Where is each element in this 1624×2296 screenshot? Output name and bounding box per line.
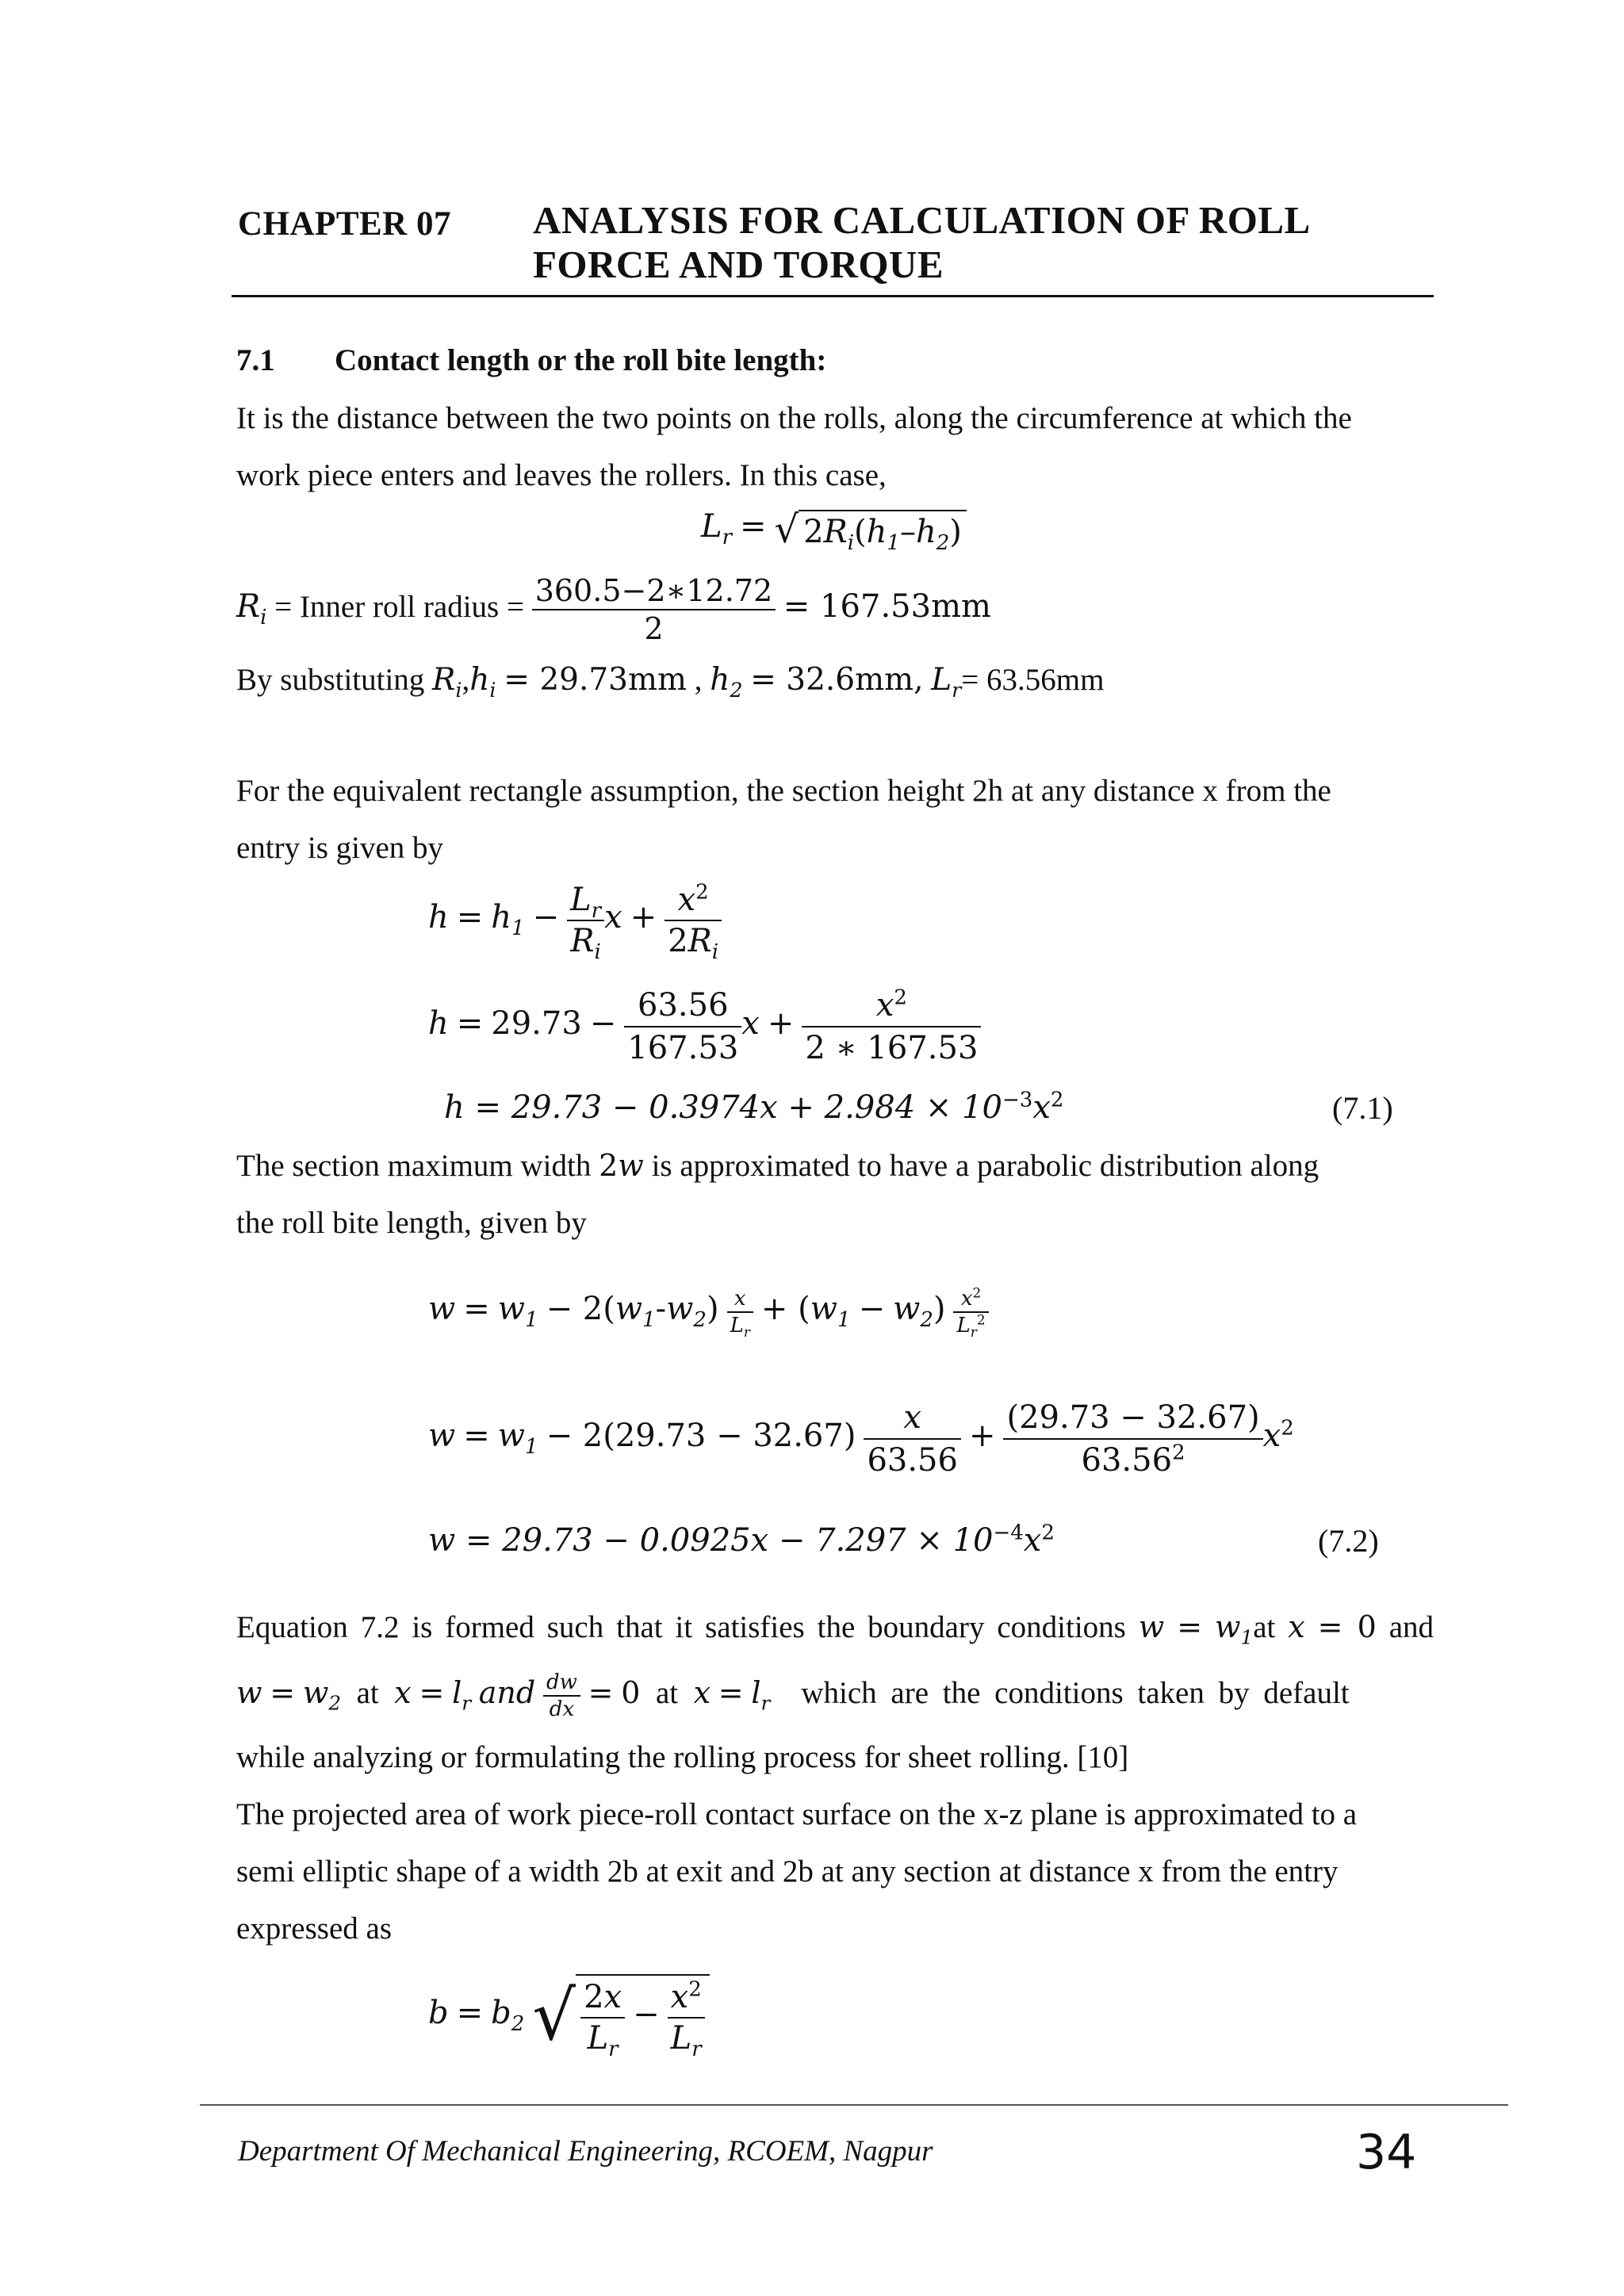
section-number: 7.1 (236, 343, 275, 377)
equation-7-2: $w = 29.73 - 0.0925x - 7.297 \times 10^{-4}x^2$ (428, 1521, 1055, 1559)
equation-b: $b = b_2$ √ $\frac{2x}{L_r}$ − $\frac{x^2}{L_r}$ (428, 1974, 710, 2058)
chapter-title-line1: ANALYSIS FOR CALCULATION OF ROLL (533, 198, 1311, 242)
paragraph-4: Equation 7.2 is formed such that it satisfies the boundary conditions $w = w_1at$ x = 0 and $w = w_2$ at $x = l_r$ and $\frac{dw}{dx}$ = 0 at $x = l_r$ which are the conditions taken by default while analyzing or formulating the rolling process for sheet rolling. [10] The projected area of work piece-roll contact surface on the x-z plane is approximated to a semi elliptic shape of a width 2b at exit and 2b at any section at distance x from the entry expressed as (236, 1609, 1434, 1946)
equation-w-numeric: $w = w_1 - 2(29.73 - 32.67)$ $\frac{x}{63.56}$ + $\frac{(29.73 - 32.67)}{63.56^2}$ $x^2$ (428, 1397, 1294, 1481)
equation-lr: $L_r$ = √ $2R_i(h_1-h_2)$ (701, 507, 967, 552)
p1-line1: It is the distance between the two points on the rolls, along the circumference at which the (236, 401, 1352, 435)
equation-h-numeric: h = 29.73 − $\frac{63.56}{167.53}$ x + $\frac{x^2}{2 ∗ 167.53}$ (428, 985, 981, 1069)
ri-label: = Inner roll radius = (274, 589, 524, 624)
ri-line: $R_i$ = Inner roll radius = $\frac{360.5-2∗12.72}{2}$ = 167.53mm (236, 573, 991, 646)
chapter-title-line2: FORCE AND TORQUE (533, 243, 944, 286)
paragraph-1 (236, 390, 1434, 504)
equation-7-1: $h = 29.73 - 0.3974x + 2.984 \times 10^{-3}x^2$ (444, 1088, 1064, 1126)
paragraph-2: For the equivalent rectangle assumption, the section height 2h at any distance x from the entry is given by (236, 774, 1331, 865)
footer-rule (200, 2104, 1508, 2106)
paragraph-3: The section maximum width 2w is approximated to have a parabolic distribution along the roll bite length, given by (236, 1148, 1320, 1240)
ri-result: = 167.53mm (783, 587, 991, 625)
sqrt-sign-b: √ $\frac{2x}{L_r}$ − $\frac{x^2}{L_r}$ (532, 1974, 709, 2058)
equation-h-general: $h = h_1$ − $\frac{L_r}{R_i}$ x + $\frac{x^2}{2R_i}$ (428, 880, 722, 961)
chapter-label: CHAPTER 07 (238, 205, 451, 243)
equation-7-1-number: (7.1) (1332, 1090, 1393, 1126)
chapter-title (533, 198, 1311, 287)
ri-fraction: $\frac{360.5-2∗12.72}{2}$ (532, 572, 776, 647)
substitution-line: By substituting $R_i,h_i = 29.73mm$ , $h_2 = 32.6mm$, $L_r= 63.56mm$ (236, 662, 1105, 702)
equation-7-2-number: (7.2) (1318, 1523, 1379, 1559)
equation-w-general: $w = w_1 - 2(w_1-w_2)$ $\frac{x}{L_r}$ + $(w_1 - w_2)$ $\frac{x^2}{L_r^2}$ (428, 1286, 989, 1338)
sqrt-sign: √ $2R_i(h_1-h_2)$ (775, 507, 967, 552)
p1-line2: work piece enters and leaves the rollers. In this case, (236, 458, 887, 492)
section-title: Contact length or the roll bite length: (335, 343, 827, 377)
footer-department: Department Of Mechanical Engineering, RCOEM, Nagpur (238, 2135, 933, 2168)
page-number: 34 (1356, 2125, 1417, 2180)
header-rule (232, 295, 1434, 297)
